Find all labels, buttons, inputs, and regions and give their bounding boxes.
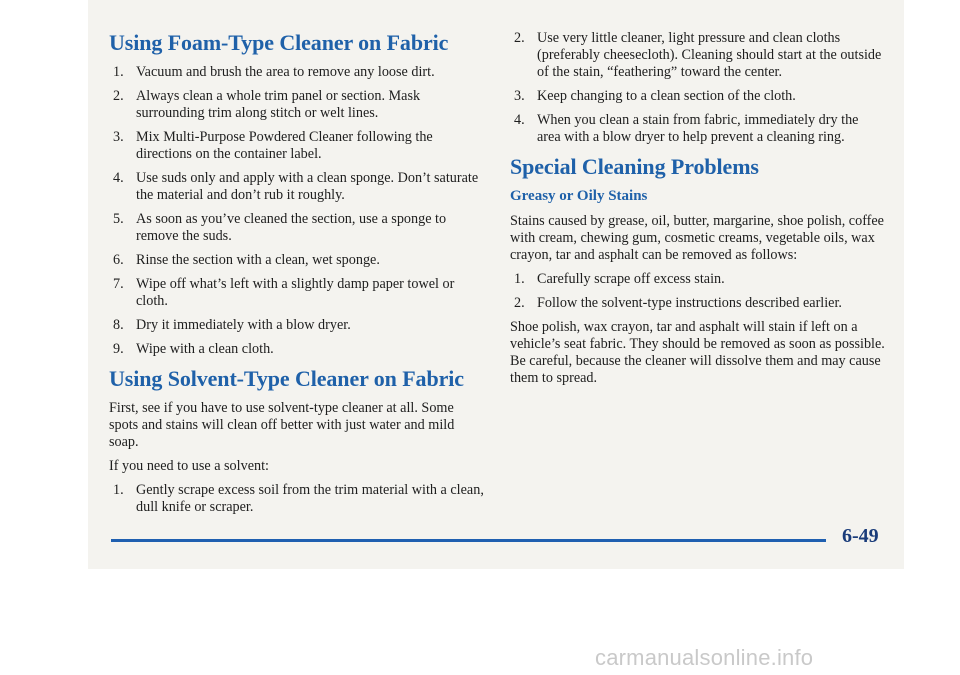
list-item: 5. As soon as you’ve cleaned the section, use a sponge to remove the suds. — [113, 211, 447, 244]
list-item: 4. When you clean a stain from fabric, immediately dry the area with a blow dryer to help prevent a cleaning ring. — [514, 112, 859, 145]
greasy-note: Shoe polish, wax crayon, tar and asphalt will stain if left on a vehicle’s seat fabric. They should be removed as soon as possible. Be careful, because the cleaner will dissolve them and may cause them to spread. — [510, 319, 885, 386]
solvent-steps-list — [109, 482, 484, 516]
list-item: 8. Dry it immediately with a blow dryer. — [113, 317, 351, 333]
list-item: 6. Rinse the section with a clean, wet sponge. — [113, 252, 380, 268]
list-item: 2. Follow the solvent-type instructions described earlier. — [514, 295, 842, 311]
solvent-if-text: If you need to use a solvent: — [109, 458, 269, 474]
list-item: 3. Mix Multi-Purpose Powdered Cleaner following the directions on the container label. — [113, 129, 433, 162]
list-item: 4. Use suds only and apply with a clean sponge. Don’t saturate the material and don’t rub it roughly. — [113, 170, 479, 203]
foam-heading: Using Foam-Type Cleaner on Fabric — [109, 30, 449, 55]
list-item: 3. Keep changing to a clean section of the cloth. — [514, 88, 796, 104]
solvent-steps-list-continued — [510, 30, 885, 146]
list-item: 1. Gently scrape excess soil from the trim material with a clean, dull knife or scraper. — [113, 482, 484, 515]
watermark-text: carmanualsonline.info — [595, 645, 814, 670]
solvent-heading: Using Solvent-Type Cleaner on Fabric — [109, 366, 464, 391]
greasy-steps-list — [510, 271, 885, 312]
list-item: 2. Use very little cleaner, light pressure and clean cloths (preferably cheesecloth). Cleaning should start at the outside of the stain, “feathering” toward the center. — [514, 30, 882, 80]
foam-steps-list — [109, 64, 484, 358]
list-item: 7. Wipe off what’s left with a slightly damp paper towel or cloth. — [113, 276, 455, 309]
special-heading: Special Cleaning Problems — [510, 154, 759, 179]
footer-rule — [111, 539, 826, 542]
list-item: 1. Vacuum and brush the area to remove any loose dirt. — [113, 64, 435, 80]
right-column — [510, 30, 885, 394]
page-number: 6-49 — [842, 525, 879, 547]
left-column — [109, 30, 484, 523]
greasy-subheading: Greasy or Oily Stains — [510, 188, 648, 204]
list-item: 1. Carefully scrape off excess stain. — [514, 271, 725, 287]
list-item: 2. Always clean a whole trim panel or section. Mask surrounding trim along stitch or welt lines. — [113, 88, 421, 121]
greasy-intro: Stains caused by grease, oil, butter, margarine, shoe polish, coffee with cream, chewing gum, cosmetic creams, vegetable oils, wax crayon, tar and asphalt can be removed as follows: — [510, 213, 884, 263]
list-item: 9. Wipe with a clean cloth. — [113, 341, 274, 357]
solvent-intro: First, see if you have to use solvent-type cleaner at all. Some spots and stains will clean off better with just water and mild soap. — [109, 400, 455, 450]
